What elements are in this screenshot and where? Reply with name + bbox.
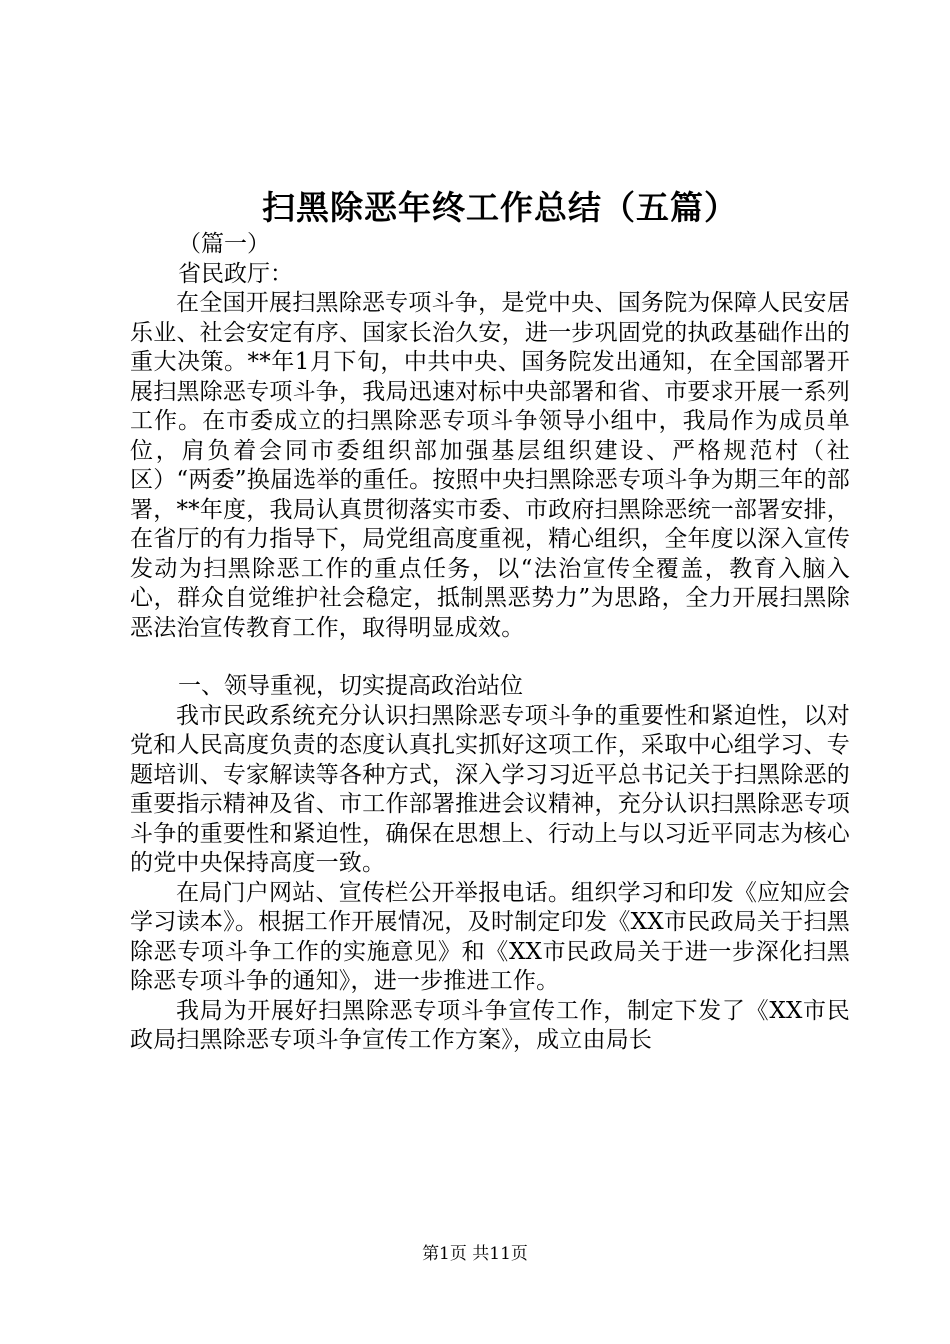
salutation: 省民政厅： [178,260,293,287]
part-label: （篇一） [178,231,270,257]
document-title: 扫黑除恶年终工作总结（五篇） [262,188,738,227]
section-paragraph-1: 我市民政系统充分认识扫黑除恶专项斗争的重要性和紧迫性，以对党和人民高度负责的态度认真扎实抓好这项工作，采取中心组学习、专题培训、专家解读等各种方式，深入学习习近平总书记关于扫黑除恶的重要指示精神及省、市工作部署推进会议精神，充分认识扫黑除恶专项斗争的重要性和紧迫性，确保在思想上、行动上与以习近平同志为核心的党中央保持高度一致。 [130,702,850,876]
section-paragraph-2: 在局门户网站、宣传栏公开举报电话。组织学习和印发《应知应会学习读本》。根据工作开展情况，及时制定印发《XX市民政局关于扫黑除恶专项斗争工作的实施意见》和《XX市民政局关于进一步深化扫黑除恶专项斗争的通知》，进一步推进工作。 [130,879,850,994]
intro-paragraph: 在全国开展扫黑除恶专项斗争，是党中央、国务院为保障人民安居乐业、社会安定有序、国家长治久安，进一步巩固党的执政基础作出的重大决策。**年1月下旬，中共中央、国务院发出通知，在全国部署开展扫黑除恶专项斗争，我局迅速对标中央部署和省、市要求开展一系列工作。在市委成立的扫黑除恶专项斗争领导小组中，我局作为成员单位，肩负着会同市委组织部加强基层组织建设、严格规范村（社区）“两委”换届选举的重任。按照中央扫黑除恶专项斗争为期三年的部署，**年度，我局认真贯彻落实市委、市政府扫黑除恶统一部署安排，在省厅的有力指导下，局党组高度重视，精心组织，全年度以深入宣传发动为扫黑除恶工作的重点任务，以“法治宣传全覆盖，教育入脑入心，群众自觉维护社会稳定，抵制黑恶势力”为思路，全力开展扫黑除恶法治宣传教育工作，取得明显成效。 [130,290,850,641]
section-paragraph-3: 我局为开展好扫黑除恶专项斗争宣传工作，制定下发了《XX市民政局扫黑除恶专项斗争宣传工作方案》，成立由局长 [130,997,850,1053]
page-number-footer: 第1页 共11页 [422,1244,528,1264]
document-body [130,186,850,1056]
section-heading: 一、领导重视，切实提高政治站位 [178,673,523,699]
paragraph-gap [130,643,850,672]
